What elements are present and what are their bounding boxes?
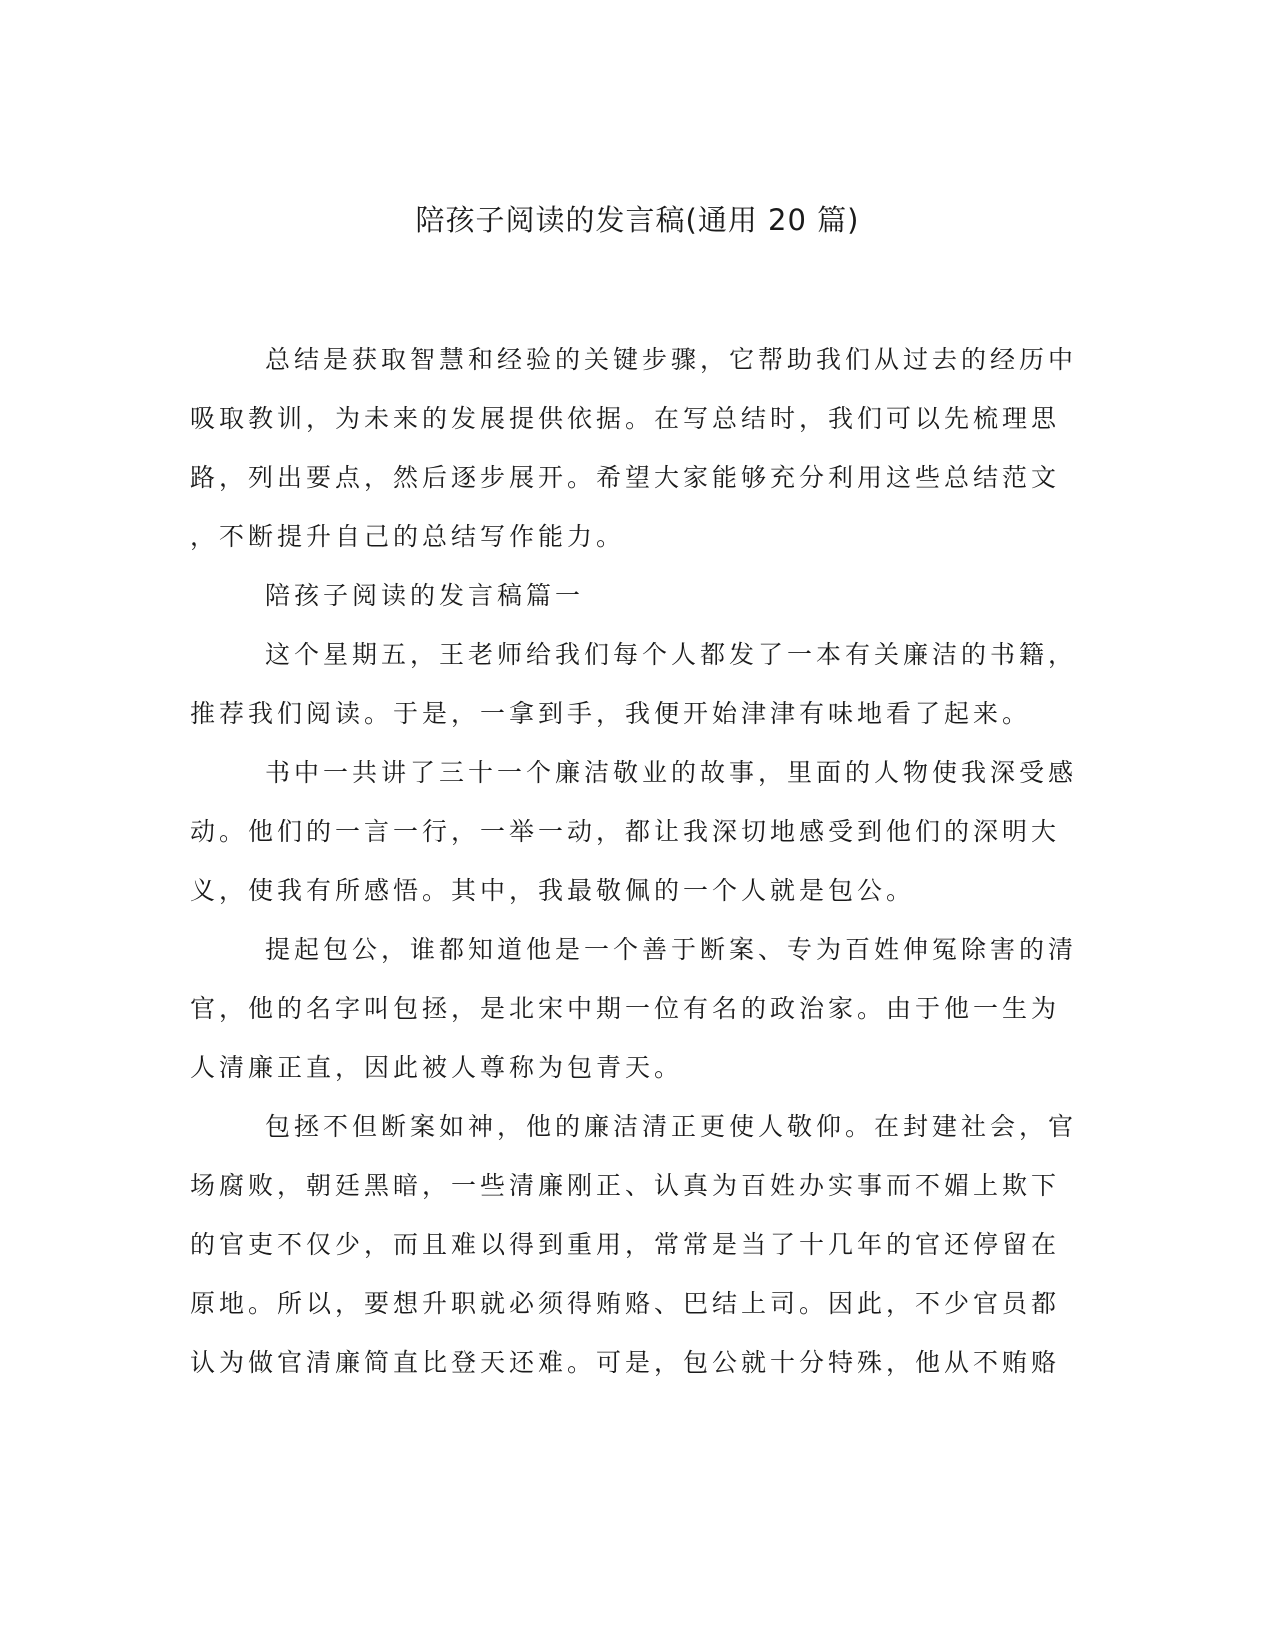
paragraph-line: 人清廉正直，因此被人尊称为包青天。 xyxy=(190,1053,684,1082)
paragraph-line: 这个星期五，王老师给我们每个人都发了一本有关廉洁的书籍， xyxy=(265,640,1078,669)
paragraph-line: 总结是获取智慧和经验的关键步骤，它帮助我们从过去的经历中 xyxy=(265,345,1078,374)
paragraph-line: 包拯不但断案如神，他的廉洁清正更使人敬仰。在封建社会，官 xyxy=(265,1112,1078,1141)
paragraph-line: 路，列出要点，然后逐步展开。希望大家能够充分利用这些总结范文 xyxy=(190,463,1061,492)
paragraph-line: 原地。所以，要想升职就必须得贿赂、巴结上司。因此，不少官员都 xyxy=(190,1289,1061,1318)
paragraph-line: 义，使我有所感悟。其中，我最敬佩的一个人就是包公。 xyxy=(190,876,916,905)
paragraph-line: 的官吏不仅少，而且难以得到重用，常常是当了十几年的官还停留在 xyxy=(190,1230,1061,1259)
paragraph-line: 认为做官清廉简直比登天还难。可是，包公就十分特殊，他从不贿赂 xyxy=(190,1348,1061,1377)
paragraph-line: 提起包公，谁都知道他是一个善于断案、专为百姓伸冤除害的清 xyxy=(265,935,1078,964)
paragraph-line: 官，他的名字叫包拯，是北宋中期一位有名的政治家。由于他一生为 xyxy=(190,994,1061,1023)
paragraph-line: ，不断提升自己的总结写作能力。 xyxy=(190,522,626,551)
paragraph-line: 场腐败，朝廷黑暗，一些清廉刚正、认真为百姓办实事而不媚上欺下 xyxy=(190,1171,1061,1200)
section-heading: 陪孩子阅读的发言稿篇一 xyxy=(265,581,585,610)
paragraph-line: 推荐我们阅读。于是，一拿到手，我便开始津津有味地看了起来。 xyxy=(190,699,1032,728)
paragraph-line: 吸取教训，为未来的发展提供依据。在写总结时，我们可以先梳理思 xyxy=(190,404,1061,433)
document-title: 陪孩子阅读的发言稿(通用 20 篇) xyxy=(415,203,860,237)
paragraph-line: 书中一共讲了三十一个廉洁敬业的故事，里面的人物使我深受感 xyxy=(265,758,1078,787)
document-body xyxy=(190,330,1078,1392)
paragraph-line: 动。他们的一言一行，一举一动，都让我深切地感受到他们的深明大 xyxy=(190,817,1061,846)
